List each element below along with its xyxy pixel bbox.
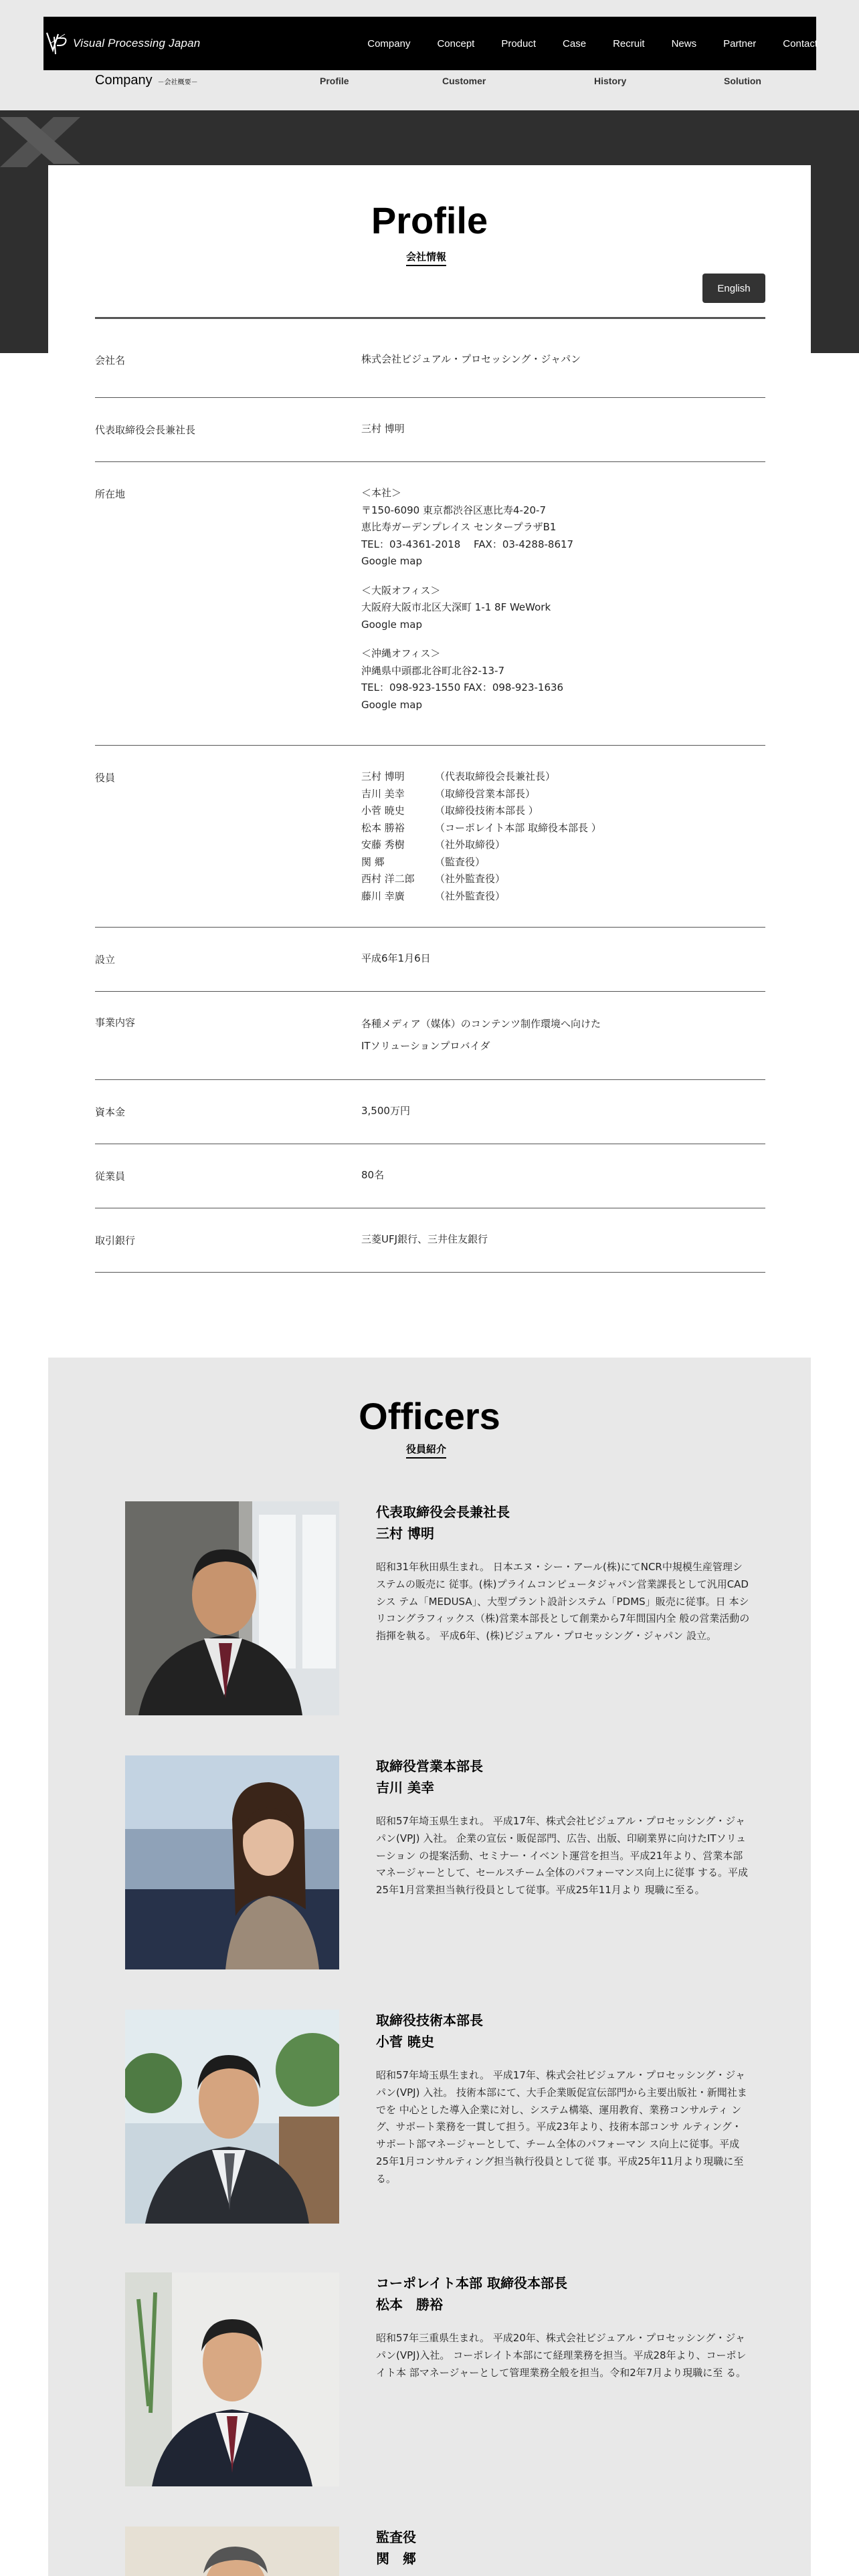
officer-name: 松本 勝裕 <box>376 2296 443 2313</box>
officer-title: 取締役技術本部長 <box>376 2012 483 2028</box>
officer-name: 三村 博明 <box>376 1525 434 1541</box>
officer-bio: 昭和31年秋田県生まれ。 日本エヌ・シー・アール(株)にてNCR中規模生産管理システムの販売に 従事。(株)プライムコンピュータジャパン営業課長として汎用CADシス テム「MEDUSA」、大型プラント設計システム「PDMS」販売に従事。日 本シリコングラフィックス（株)営業本部長として創業から7年間国内全 般の営業活動の指揮を執る。 平成6年、(株)ビジュアル・プロセッシング・ジャパン 設立。 <box>376 1561 750 1642</box>
office-block: ＜沖縄オフィス＞ 沖縄県中頭郡北谷町北谷2-13-7 TEL：098-923-1550 FAX：098-923-1636 Google map <box>361 645 765 714</box>
officer-title: コーポレイト本部 取締役本部長 <box>376 2275 567 2291</box>
officers-subtitle: 役員紹介 <box>406 1442 446 1459</box>
officer-info <box>376 2527 751 2576</box>
site-header <box>43 17 816 70</box>
directors-value <box>361 768 765 927</box>
officer-name: 関 郷 <box>376 2551 416 2567</box>
officer-bio: 昭和57年三重県生まれ。 平成20年、株式会社ビジュアル・プロセッシング・ジャパン(VPJ)入社。 コーポレイト本部にて経理業務を担当。平成28年より、コーポレイト本 部マネージャーとして管理業務全般を担当。令和2年7月より現職に至 る。 <box>376 2332 747 2379</box>
row-value: 平成6年1月6日 <box>361 952 431 964</box>
row-value: 株式会社ビジュアル・プロセッシング・ジャパン <box>361 353 581 365</box>
officer-info <box>376 2010 751 2188</box>
table-row <box>95 1144 765 1208</box>
row-label: 設立 <box>95 954 116 966</box>
nav-concept[interactable]: Concept <box>437 37 475 49</box>
row-value: 80名 <box>361 1169 385 1181</box>
nav-partner[interactable]: Partner <box>723 37 757 49</box>
row-label: 事業内容 <box>95 1016 136 1029</box>
table-row <box>95 992 765 1080</box>
table-row <box>95 319 765 398</box>
nav-product[interactable]: Product <box>501 37 537 49</box>
site-logo[interactable] <box>45 30 200 57</box>
subnav-title: Company －会社概要－ <box>95 73 198 88</box>
subnav-history[interactable]: History <box>594 76 627 86</box>
officer-photo <box>125 2527 339 2576</box>
officer-photo <box>125 2272 339 2486</box>
google-map-link[interactable]: Google map <box>361 555 422 567</box>
director-line: 関 郷 （監査役） <box>361 855 486 868</box>
row-label: 取引銀行 <box>95 1235 136 1247</box>
table-row <box>95 462 765 746</box>
director-line: 松本 勝裕 （コーポレイト本部 取締役本部長 ） <box>361 821 601 834</box>
row-label: 役員 <box>95 772 116 784</box>
row-label: 会社名 <box>95 354 126 366</box>
row-value: 三菱UFJ銀行、三井住友銀行 <box>361 1233 488 1245</box>
officer-name: 小菅 暁史 <box>376 2034 434 2050</box>
table-row <box>95 1080 765 1144</box>
google-map-link[interactable]: Google map <box>361 618 422 631</box>
office-block: ＜本社＞ 〒150-6090 東京都渋谷区恵比寿4-20-7 恵比寿ガーデンプレイス センタープラザB1 TEL：03-4361-2018 FAX：03-4288-8617 Google map <box>361 485 765 570</box>
row-label: 資本金 <box>95 1106 126 1118</box>
officer-photo <box>125 1755 339 1969</box>
english-button[interactable]: English <box>702 274 765 303</box>
subnav-profile[interactable]: Profile <box>320 76 349 86</box>
page-title: Profile <box>371 199 488 241</box>
table-row <box>95 1208 765 1273</box>
nav-case[interactable]: Case <box>563 37 587 49</box>
officer-name: 吉川 美幸 <box>376 1780 434 1796</box>
nav-company[interactable]: Company <box>367 37 411 49</box>
nav-recruit[interactable]: Recruit <box>613 37 645 49</box>
officer-info <box>376 2272 751 2381</box>
director-line: 安藤 秀樹 （社外取締役） <box>361 839 506 851</box>
nav-news[interactable]: News <box>671 37 697 49</box>
officer-info <box>376 1501 751 1645</box>
logo-mark-icon <box>45 30 69 57</box>
officer-bio: 昭和57年埼玉県生まれ。 平成17年、株式会社ビジュアル・プロセッシング・ジャパン(VPJ) 入社。 企業の宣伝・販促部門、広告、出版、印刷業界に向けたITソリューション の提案活動、セミナー・イベント運営を担当。平成21年より、営業本部 マネージャーとして、セールスチーム全体のパフォーマンス向上に従事 する。平成25年1月営業担当執行役員として従事。平成25年11月より 現職に至る。 <box>376 1815 749 1897</box>
profile-card <box>48 165 811 1289</box>
officers-title: Officers <box>359 1395 500 1437</box>
officers-section <box>48 1358 811 2576</box>
director-line: 三村 博明 （代表取締役会長兼社長） <box>361 770 556 782</box>
director-line: 藤川 幸廣 （社外監査役） <box>361 889 506 902</box>
row-label: 所在地 <box>95 488 126 500</box>
profile-table <box>95 317 765 1273</box>
row-value: 三村 博明 <box>361 423 405 435</box>
table-row <box>95 928 765 992</box>
director-line: 西村 洋二郎 （社外監査役） <box>361 873 506 885</box>
row-label: 従業員 <box>95 1170 126 1182</box>
office-block: ＜大阪オフィス＞ 大阪府大阪市北区大深町 1-1 8F WeWork Google map <box>361 582 765 634</box>
address-value <box>361 485 765 745</box>
officer-photo <box>125 2010 339 2224</box>
page-subtitle: 会社情報 <box>406 249 446 266</box>
officer-title: 取締役営業本部長 <box>376 1758 483 1774</box>
row-value: 3,500万円 <box>361 1105 410 1117</box>
row-label: 代表取締役会長兼社長 <box>95 424 196 436</box>
table-row <box>95 746 765 928</box>
officer-info <box>376 1755 751 1899</box>
nav-contact[interactable]: Contact <box>783 37 818 49</box>
business-value: 各種メディア（媒体）のコンテンツ制作環境へ向けた ITソリューションプロバイダ <box>361 1018 601 1052</box>
logo-text: Visual Processing Japan <box>73 37 201 49</box>
officer-photo <box>125 1501 339 1715</box>
director-line: 吉川 美幸 （取締役営業本部長） <box>361 787 536 800</box>
subnav-solution[interactable]: Solution <box>724 76 761 86</box>
officer-title: 代表取締役会長兼社長 <box>376 1504 510 1520</box>
sub-nav <box>0 70 859 90</box>
officer-bio: 昭和57年埼玉県生まれ。 平成17年、株式会社ビジュアル・プロセッシング・ジャパン(VPJ) 入社。 技術本部にて、大手企業販促宣伝部門から主要出版社・新聞社までを 中心とした導入企業に対し、システム構築、運用教育、業務コンサルティ ング、サポート業務を一貫して担う。平成23年より、技術本部コンサ ルティング・サポート部マネージャーとして、チーム全体のパフォーマン ス向上に従事。平成25年1月コンサルティング担当執行役員として従 事。平成25年11月より現職に至る。 <box>376 2069 747 2185</box>
google-map-link[interactable]: Google map <box>361 698 422 711</box>
subnav-title-sub: －会社概要－ <box>157 79 198 86</box>
subnav-customer[interactable]: Customer <box>442 76 486 86</box>
table-row <box>95 398 765 462</box>
director-line: 小菅 暁史 （取締役技術本部長 ） <box>361 804 539 817</box>
officer-title: 監査役 <box>376 2529 416 2545</box>
main-nav <box>341 17 818 70</box>
